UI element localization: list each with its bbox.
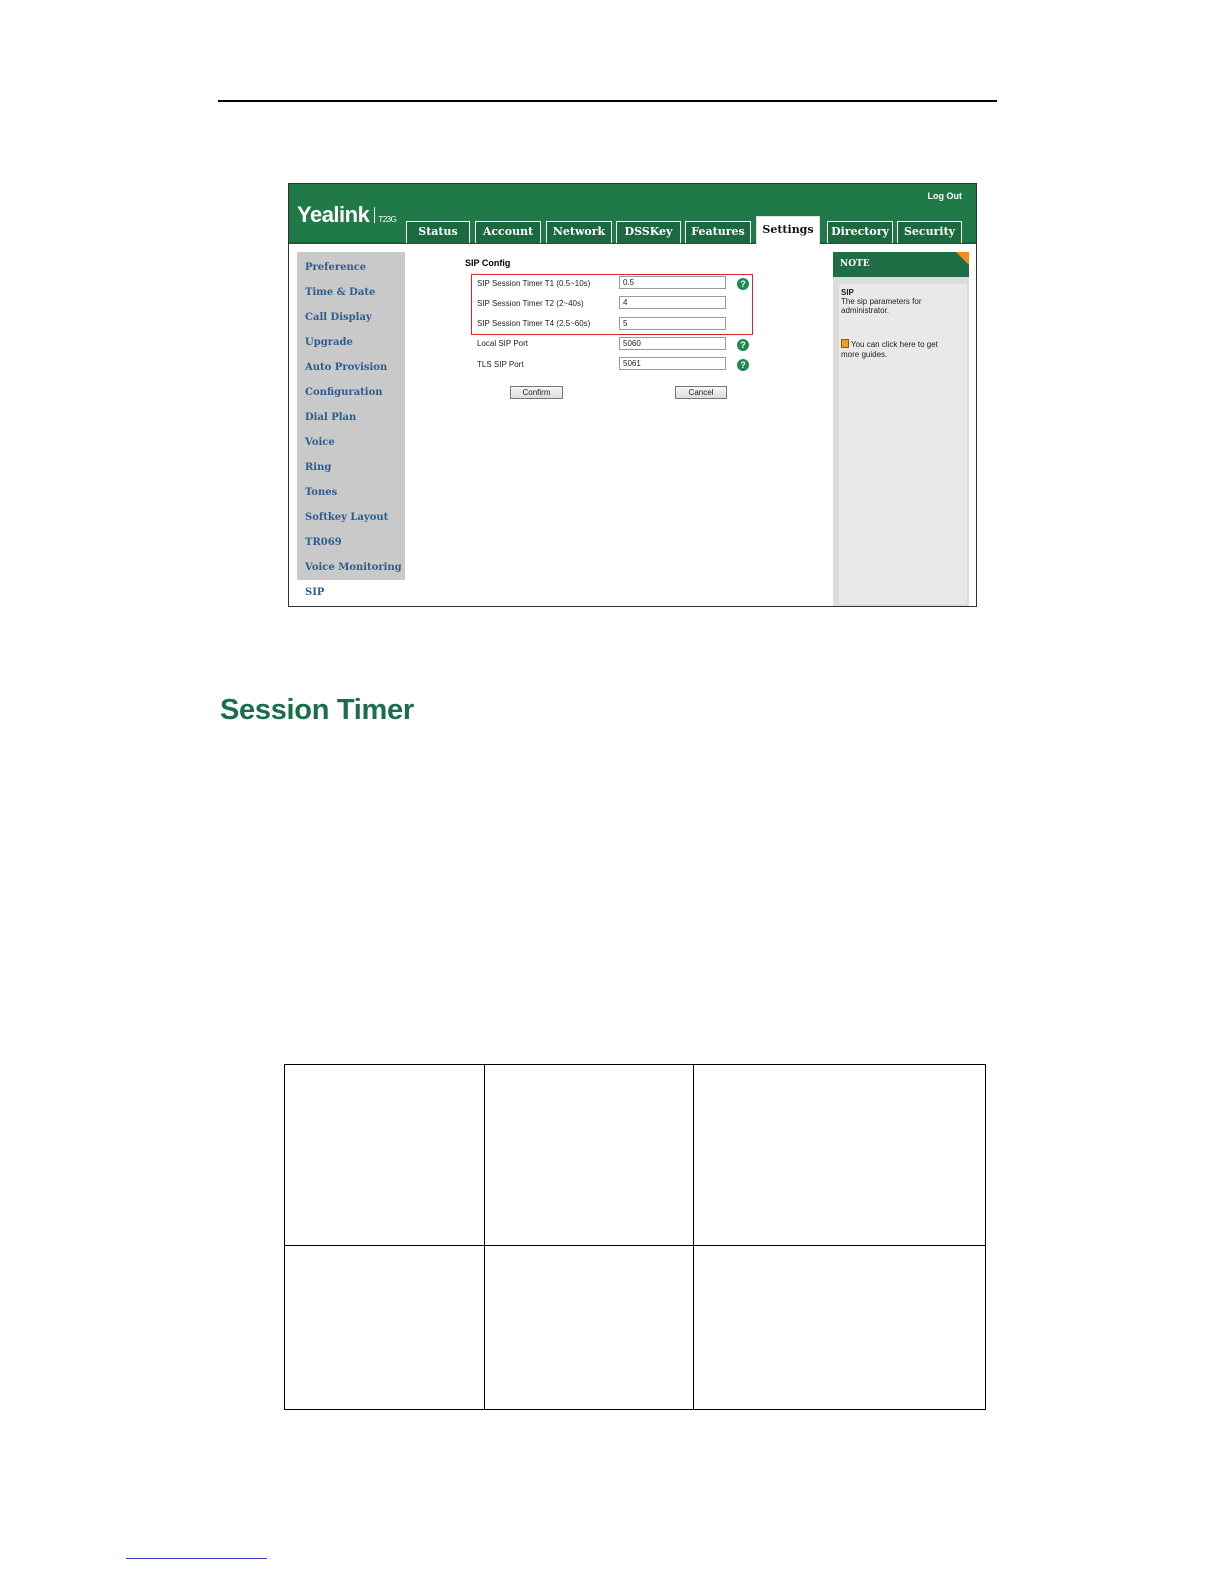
table-row [285, 1246, 986, 1410]
tls-sip-port-label: TLS SIP Port [477, 360, 524, 369]
t2-input[interactable]: 4 [619, 296, 726, 309]
table-cell [484, 1246, 694, 1410]
sidebar-item-upgrade[interactable]: Upgrade [305, 337, 353, 348]
logo-model: T23G [378, 215, 397, 224]
tab-directory[interactable]: Directory [827, 221, 893, 243]
sidebar-item-softkey-layout[interactable]: Softkey Layout [305, 512, 389, 523]
logo-brand: Yealink [297, 202, 370, 227]
t1-label: SIP Session Timer T1 (0.5~10s) [477, 279, 591, 288]
local-sip-port-input[interactable]: 5060 [619, 337, 726, 350]
sidebar-item-configuration[interactable]: Configuration [305, 387, 383, 398]
header-rule [218, 100, 997, 102]
note-tip-1-text[interactable]: You can click here to get [851, 340, 938, 349]
tab-status[interactable]: Status [406, 221, 470, 243]
help-icon[interactable]: ? [737, 339, 749, 351]
tab-settings[interactable]: Settings [756, 216, 820, 246]
note-corner-flag [956, 252, 969, 265]
t4-label: SIP Session Timer T4 (2.5~60s) [477, 319, 591, 328]
tab-dsskey[interactable]: DSSKey [616, 221, 681, 243]
table-cell [694, 1065, 986, 1246]
sidebar-item-dial-plan[interactable]: Dial Plan [305, 412, 357, 423]
sidebar-item-sip[interactable]: SIP [305, 587, 325, 598]
table-cell [285, 1065, 485, 1246]
confirm-button[interactable]: Confirm [510, 386, 563, 399]
yealink-logo [297, 202, 396, 228]
local-sip-port-label: Local SIP Port [477, 339, 528, 348]
tls-sip-port-input[interactable]: 5061 [619, 357, 726, 370]
note-tip-2[interactable]: more guides. [841, 350, 888, 359]
sidebar-item-ring[interactable]: Ring [305, 462, 332, 473]
sidebar-item-time-date[interactable]: Time & Date [305, 287, 376, 298]
note-heading: SIP [841, 288, 854, 297]
sip-config-title: SIP Config [465, 258, 511, 268]
note-line-1: The sip parameters for [841, 297, 922, 306]
t2-label: SIP Session Timer T2 (2~40s) [477, 299, 584, 308]
section-title: Session Timer [220, 694, 414, 726]
note-tip-1[interactable] [841, 339, 938, 349]
table-row [285, 1065, 986, 1246]
cancel-button[interactable]: Cancel [675, 386, 727, 399]
sidebar-item-voice[interactable]: Voice [305, 437, 335, 448]
web-ui-screenshot [288, 183, 977, 607]
settings-sidebar [297, 252, 405, 607]
table-cell [694, 1246, 986, 1410]
sidebar-item-auto-provision[interactable]: Auto Provision [305, 362, 388, 373]
tab-features[interactable]: Features [685, 221, 751, 243]
tab-security[interactable]: Security [897, 221, 962, 243]
tab-account[interactable]: Account [475, 221, 541, 243]
t1-input[interactable]: 0.5 [619, 276, 726, 289]
guide-icon [841, 339, 849, 348]
sidebar-item-preference[interactable]: Preference [305, 262, 367, 273]
sidebar-item-call-display[interactable]: Call Display [305, 312, 372, 323]
logout-link[interactable]: Log Out [927, 191, 962, 201]
help-icon[interactable]: ? [737, 359, 749, 371]
sidebar-item-tr069[interactable]: TR069 [305, 537, 342, 548]
note-title: NOTE [833, 252, 969, 277]
footnote-link-underline [126, 1558, 267, 1559]
sidebar-item-voice-monitoring[interactable]: Voice Monitoring [305, 562, 402, 573]
tab-network[interactable]: Network [546, 221, 612, 243]
table-cell [285, 1246, 485, 1410]
help-icon[interactable]: ? [737, 278, 749, 290]
note-body [839, 284, 967, 604]
t4-input[interactable]: 5 [619, 317, 726, 330]
table-cell [484, 1065, 694, 1246]
parameter-table [284, 1064, 986, 1410]
note-line-2: administrator. [841, 306, 890, 315]
sidebar-item-tones[interactable]: Tones [305, 487, 338, 498]
